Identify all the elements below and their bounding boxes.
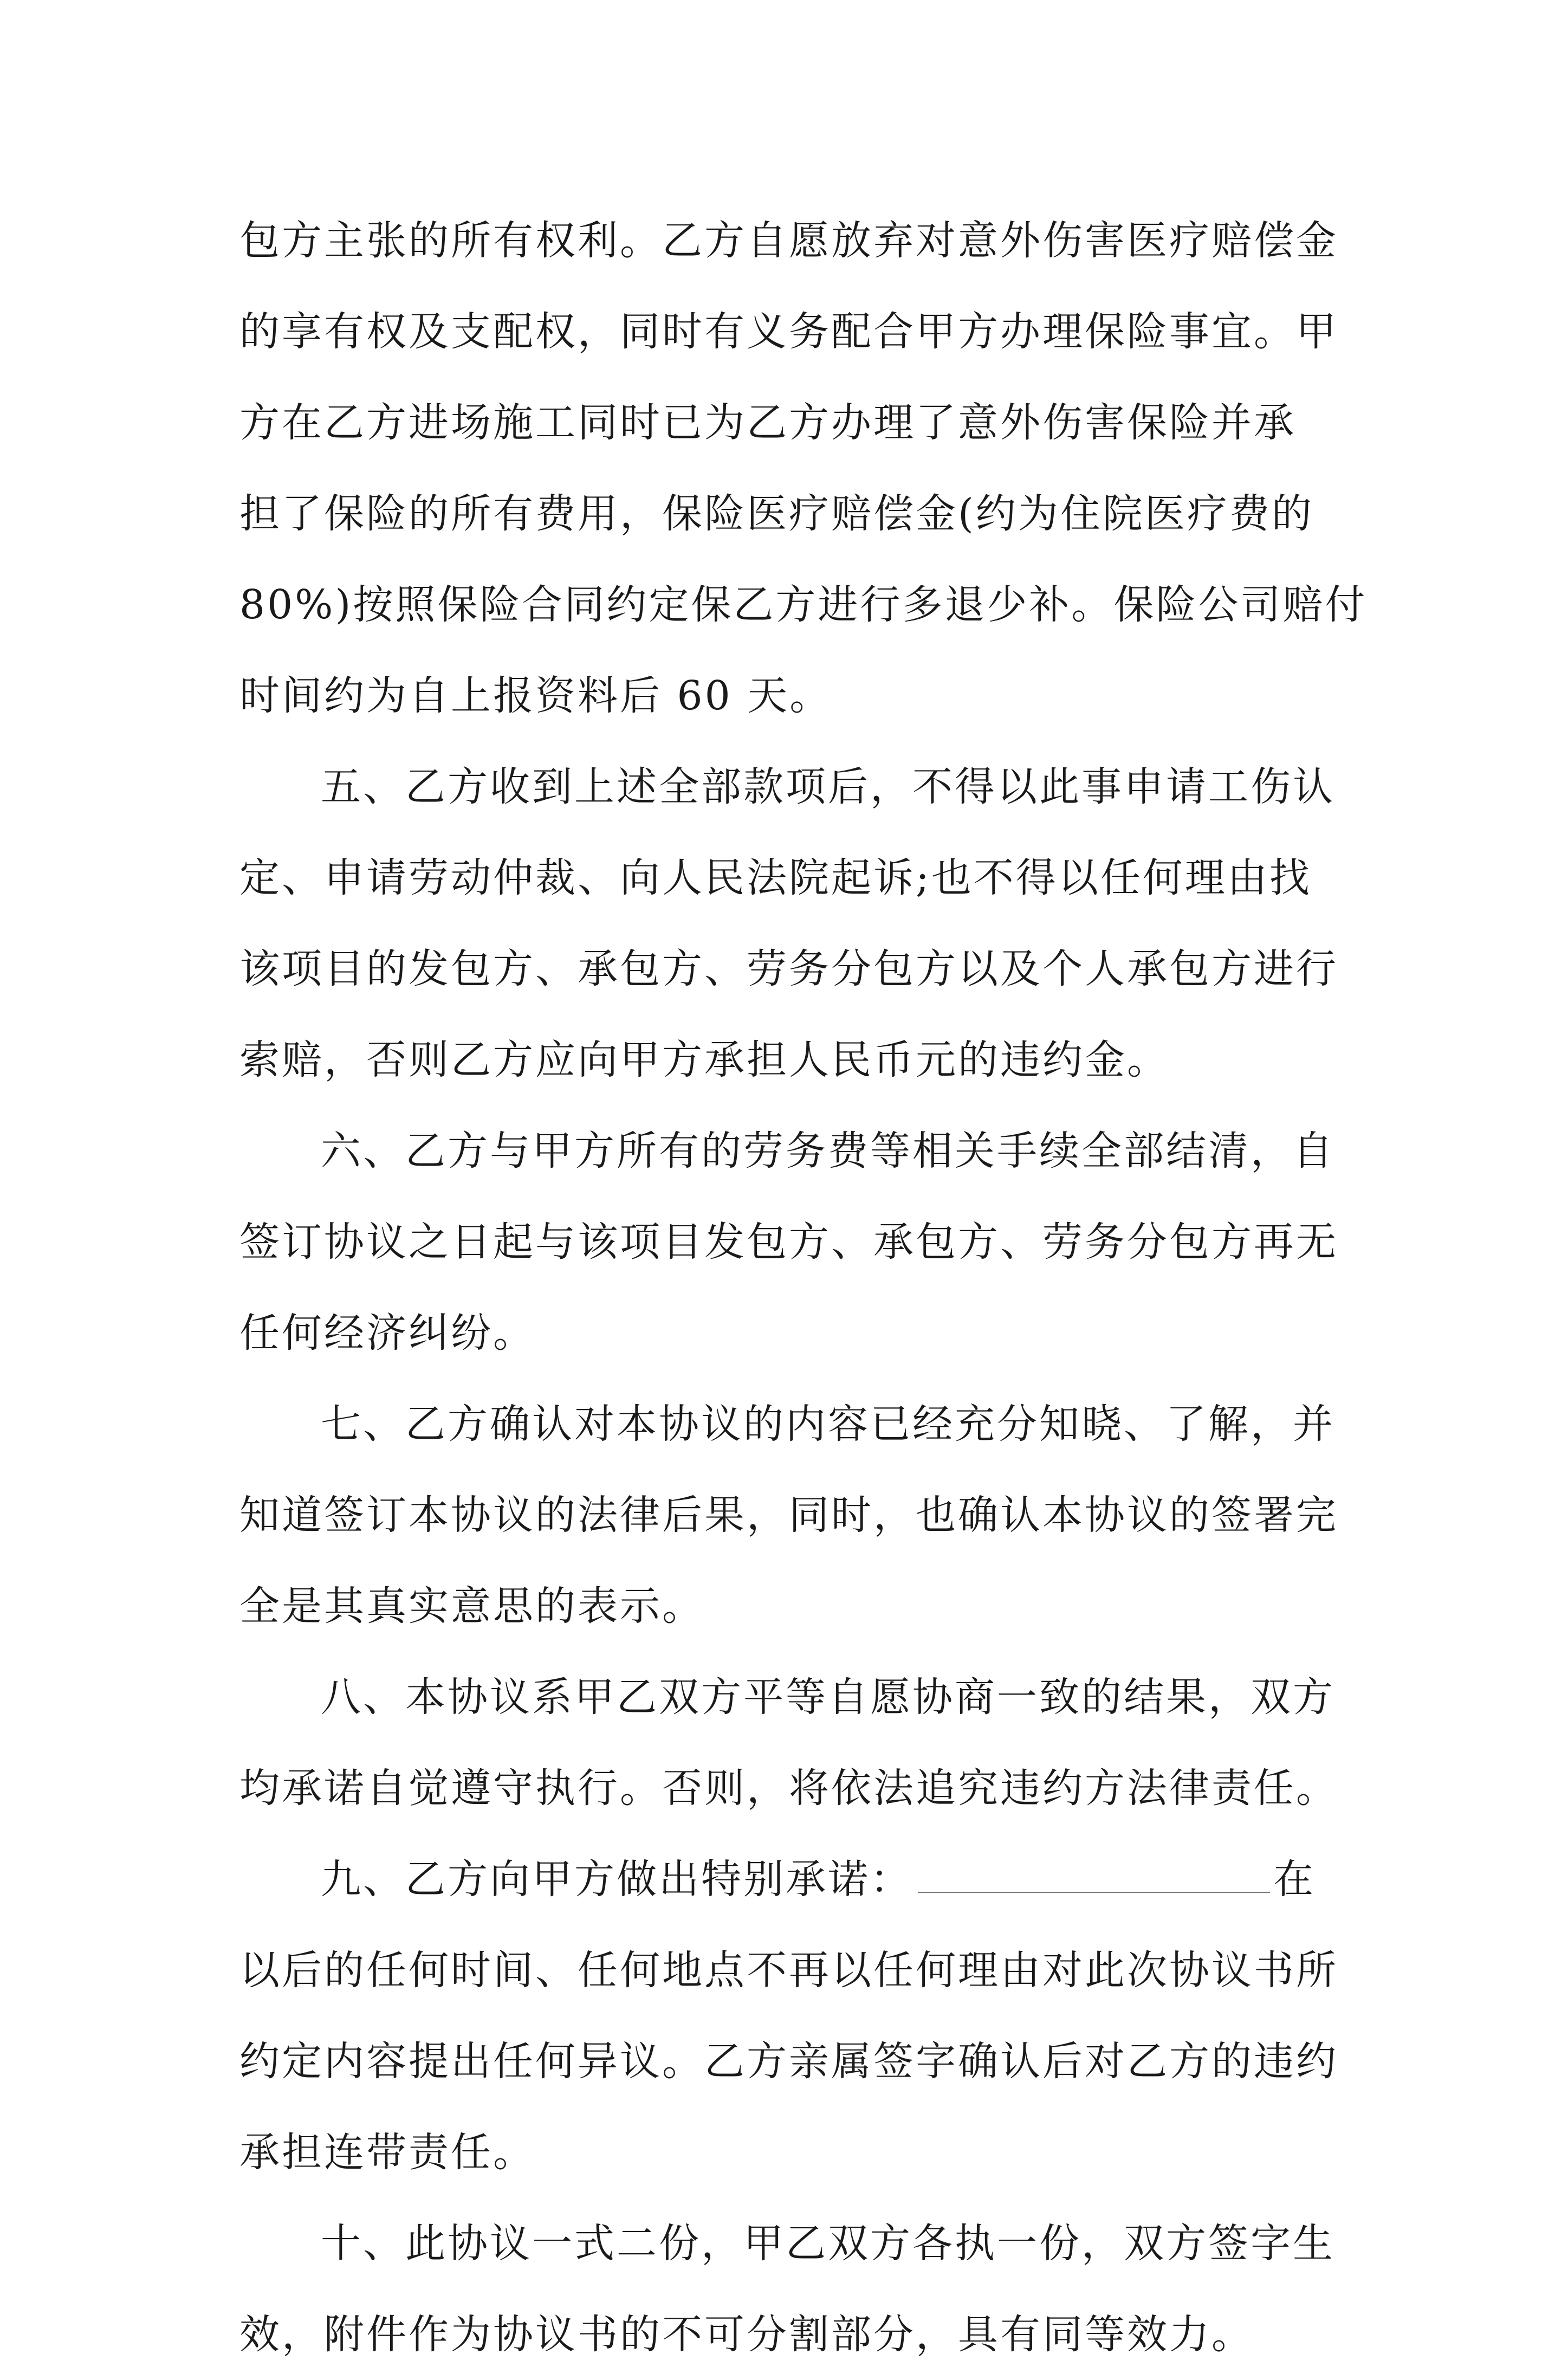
text-line: 以后的任何时间、任何地点不再以任何理由对此次协议书所 (239, 1947, 1338, 1994)
document-body (239, 195, 1368, 2380)
text-line: 该项目的发包方、承包方、劳务分包方以及个人承包方进行 (239, 946, 1338, 992)
text-line: 承担连带责任。 (239, 2129, 535, 2176)
text-line: 约定内容提出任何异议。乙方亲属签字确认后对乙方的违约 (239, 2038, 1338, 2085)
paragraph-insurance-continued (239, 195, 1368, 741)
text-line: 六、乙方与甲方所有的劳务费等相关手续全部结清，自 (321, 1128, 1335, 1174)
text-line: 五、乙方收到上述全部款项后，不得以此事申请工伤认 (321, 764, 1335, 810)
text-line: 80%)按照保险合同约定保乙方进行多退少补。保险公司赔付 (239, 581, 1368, 628)
text-line: 方在乙方进场施工同时已为乙方办理了意外伤害保险并承 (239, 399, 1296, 446)
paragraph-clause-6 (239, 1105, 1345, 1379)
text-line: 的享有权及支配权，同时有义务配合甲方办理保险事宜。甲 (239, 308, 1338, 355)
text-line: 任何经济纠纷。 (239, 1310, 535, 1356)
text-line: 效，附件作为协议书的不可分割部分，具有同等效力。 (239, 2311, 1254, 2358)
paragraph-clause-9 (239, 1834, 1345, 2198)
text-line: 时间约为自上报资料后 60 天。 (239, 672, 832, 719)
text-line: 均承诺自觉遵守执行。否则，将依法追究违约方法律责任。 (239, 1765, 1338, 1812)
text-line: 十、此协议一式二份，甲乙双方各执一份，双方签字生 (321, 2220, 1335, 2267)
text-line: 全是其真实意思的表示。 (239, 1583, 704, 1629)
text-line: 索赔，否则乙方应向甲方承担人民币元的违约金。 (239, 1037, 1169, 1083)
text-line: 签订协议之日起与该项目发包方、承包方、劳务分包方再无 (239, 1219, 1338, 1265)
paragraph-clause-8 (239, 1652, 1345, 1834)
clause-9-lead-text: 九、乙方向甲方做出特别承诺： (321, 1856, 912, 1903)
text-line: 八、本协议系甲乙双方平等自愿协商一致的结果，双方 (321, 1674, 1335, 1721)
paragraph-clause-7 (239, 1379, 1345, 1652)
text-line: 七、乙方确认对本协议的内容已经充分知晓、了解，并 (321, 1401, 1335, 1447)
text-line: 定、申请劳动仲裁、向人民法院起诉;也不得以任何理由找 (239, 855, 1312, 901)
paragraph-clause-10 (239, 2198, 1345, 2380)
clause-9-trail-text: 在 (1273, 1856, 1316, 1903)
text-line: 知道签订本协议的法律后果，同时，也确认本协议的签署完 (239, 1492, 1338, 1538)
text-line: 包方主张的所有权利。乙方自愿放弃对意外伤害医疗赔偿金 (239, 217, 1338, 264)
text-line: 担了保险的所有费用，保险医疗赔偿金(约为住院医疗费的 (239, 490, 1314, 537)
commitment-blank-field[interactable] (918, 1859, 1270, 1893)
paragraph-clause-5 (239, 741, 1345, 1105)
text-line-with-blank (239, 1834, 1345, 1925)
